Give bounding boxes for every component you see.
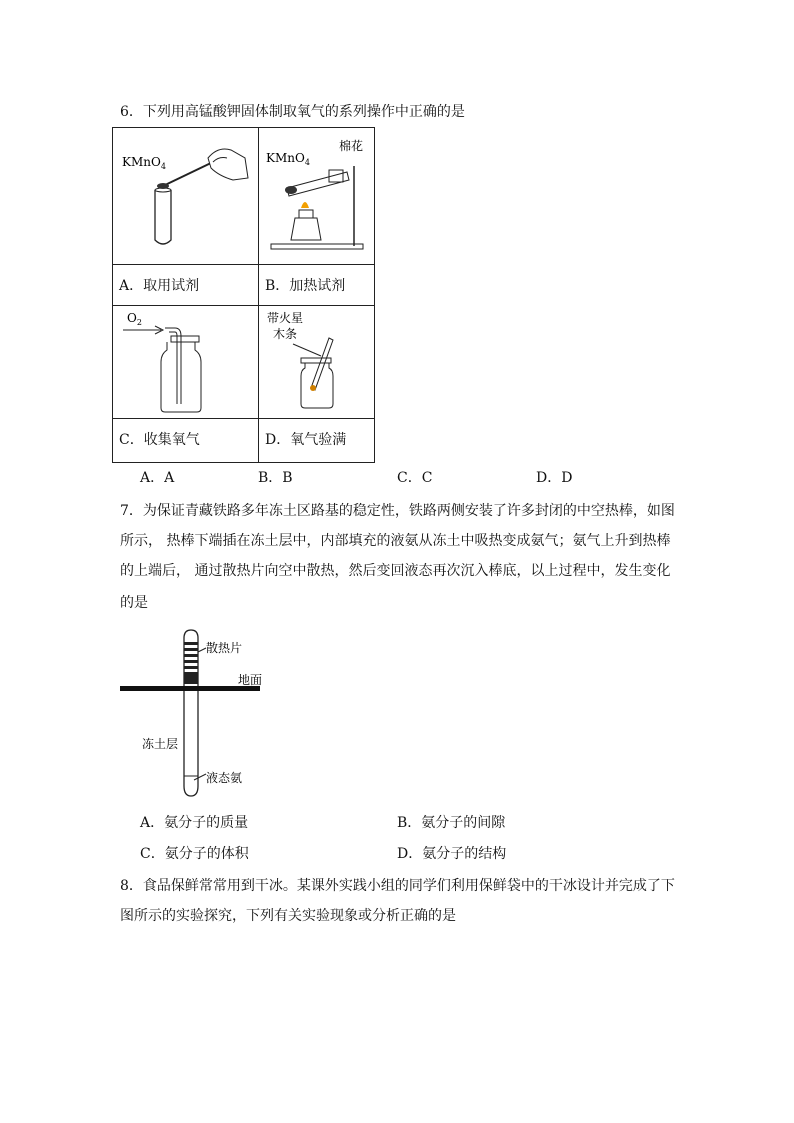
q6-option-grid	[112, 127, 375, 463]
q7-stem-line-3: 的上端后， 通过散热片向空中散热，然后变回液态再次沉入棒底，以上过程中，发生变化	[120, 563, 671, 579]
q6-stem: 6．下列用高锰酸钾固体制取氧气的系列操作中正确的是	[120, 104, 465, 120]
glowing-splint-label-1: 带火星	[267, 311, 304, 325]
heat-pipe-figure	[118, 628, 278, 800]
q6-option-a[interactable]: A．A	[140, 470, 175, 486]
cell-d-caption	[258, 418, 375, 463]
ground-label: 地面	[238, 673, 263, 687]
q6-option-d[interactable]: D．D	[536, 470, 573, 486]
q7-option-c[interactable]: C．氨分子的体积	[140, 846, 249, 862]
oxygen-full-test-figure	[259, 306, 374, 418]
q7-option-b[interactable]: B．氨分子的间隙	[397, 815, 506, 831]
kmno4-label-b: KMnO$_4$	[266, 151, 310, 167]
cell-d-image	[258, 305, 375, 419]
caption-b: B．加热试剂	[265, 278, 346, 294]
cotton-label: 棉花	[339, 139, 364, 153]
q7-option-d[interactable]: D．氨分子的结构	[397, 846, 507, 862]
q6-option-c[interactable]: C．C	[397, 470, 433, 486]
caption-c: C．收集氧气	[119, 432, 200, 448]
cell-b-caption	[258, 264, 375, 306]
q8-stem-line-2: 图所示的实验探究，下列有关实验现象或分析正确的是	[120, 908, 456, 924]
kmno4-label-a: KMnO$_4$	[122, 155, 166, 171]
o2-label: $O_2$	[127, 311, 142, 327]
fins-label: 散热片	[206, 641, 243, 655]
frozen-soil-label: 冻土层	[142, 737, 179, 751]
liquid-ammonia-label: 液态氨	[206, 771, 243, 785]
q8-stem-line-1: 8．食品保鲜常常用到干冰。某课外实践小组的同学们利用保鲜袋中的干冰设计并完成了下	[120, 878, 675, 894]
take-reagent-figure	[113, 128, 258, 264]
cell-c-image	[112, 305, 259, 419]
cell-b-image	[258, 127, 375, 265]
q7-stem-line-1: 7．为保证青藏铁路多年冻土区路基的稳定性，铁路两侧安装了许多封闭的中空热棒，如图	[120, 503, 675, 519]
q6-option-b[interactable]: B．B	[258, 470, 293, 486]
cell-a-image	[112, 127, 259, 265]
collect-oxygen-figure	[113, 306, 258, 418]
q7-option-a[interactable]: A．氨分子的质量	[140, 815, 249, 831]
heat-reagent-figure	[259, 128, 374, 264]
caption-a: A．取用试剂	[119, 278, 200, 294]
q7-stem-line-4: 的是	[120, 595, 148, 611]
q7-stem-line-2: 所示， 热棒下端插在冻土层中，内部填充的液氨从冻土中吸热变成氨气；氨气上升到热棒	[120, 533, 671, 549]
glowing-splint-label-2: 木条	[273, 327, 298, 341]
caption-d: D．氧气验满	[265, 432, 347, 448]
cell-c-caption	[112, 418, 259, 463]
cell-a-caption	[112, 264, 259, 306]
